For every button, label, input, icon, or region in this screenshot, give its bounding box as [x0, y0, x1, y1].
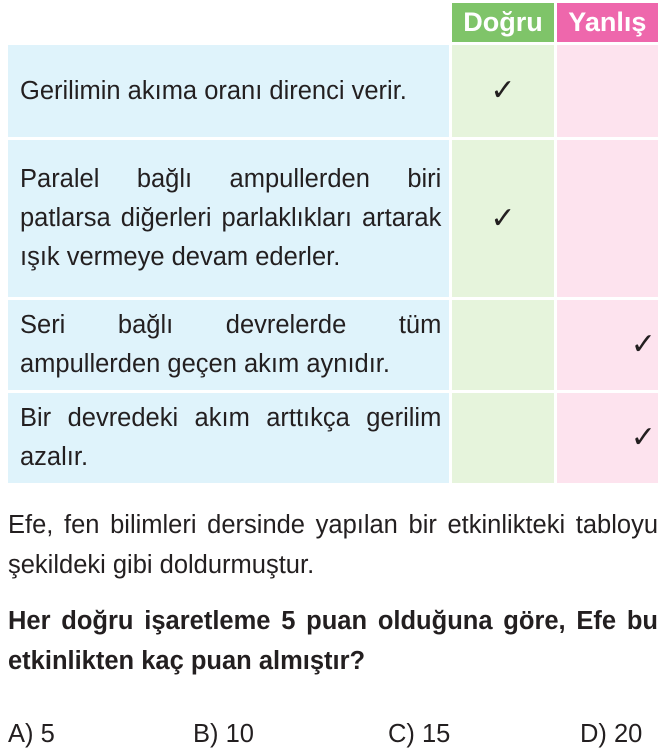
statement-cell: Bir devredeki akım arttıkça gerilim azalır.: [8, 390, 449, 483]
check-mark-icon: ✓: [490, 73, 516, 108]
true-cell[interactable]: [449, 390, 553, 483]
table-row: [8, 297, 658, 390]
question-text: Her doğru işaretleme 5 puan olduğuna göre, Efe bu etkinlikten kaç puan almıştır?: [8, 607, 658, 675]
check-mark-icon: ✓: [630, 327, 656, 362]
false-cell[interactable]: [554, 42, 658, 137]
table-header-row: [8, 3, 658, 42]
header-blank-cell: [8, 3, 449, 42]
statement-cell: Seri bağlı devrelerde tüm ampullerden geçen akım aynıdır.: [8, 297, 449, 390]
option-c[interactable]: C) 15: [388, 720, 451, 748]
option-d[interactable]: D) 20: [580, 720, 643, 748]
option-b[interactable]: B) 10: [193, 720, 254, 748]
check-mark-icon: ✓: [490, 200, 516, 236]
option-a[interactable]: A) 5: [8, 720, 55, 748]
table-row: [8, 42, 658, 137]
answer-options: [8, 715, 658, 753]
statement-cell: Gerilimin akıma oranı direnci verir.: [8, 42, 449, 137]
false-cell[interactable]: [554, 137, 658, 297]
false-cell[interactable]: [554, 297, 658, 390]
true-false-table: [8, 3, 658, 483]
table-row: [8, 390, 658, 483]
header-false: Yanlış: [554, 3, 658, 42]
true-cell[interactable]: [449, 297, 553, 390]
intro-text: Efe, fen bilimleri dersinde yapılan bir etkinlikteki tabloyu şekildeki gibi doldurmuştur.: [8, 511, 658, 579]
true-cell[interactable]: [449, 42, 553, 137]
statement-cell: Paralel bağlı ampullerden biri patlarsa diğerleri parlaklıkları artarak ışık vermeye devam ederler.: [8, 137, 449, 297]
table-row: [8, 137, 658, 297]
true-cell[interactable]: [449, 137, 553, 297]
header-true: Doğru: [449, 3, 553, 42]
false-cell[interactable]: [554, 390, 658, 483]
check-mark-icon: ✓: [630, 420, 656, 455]
